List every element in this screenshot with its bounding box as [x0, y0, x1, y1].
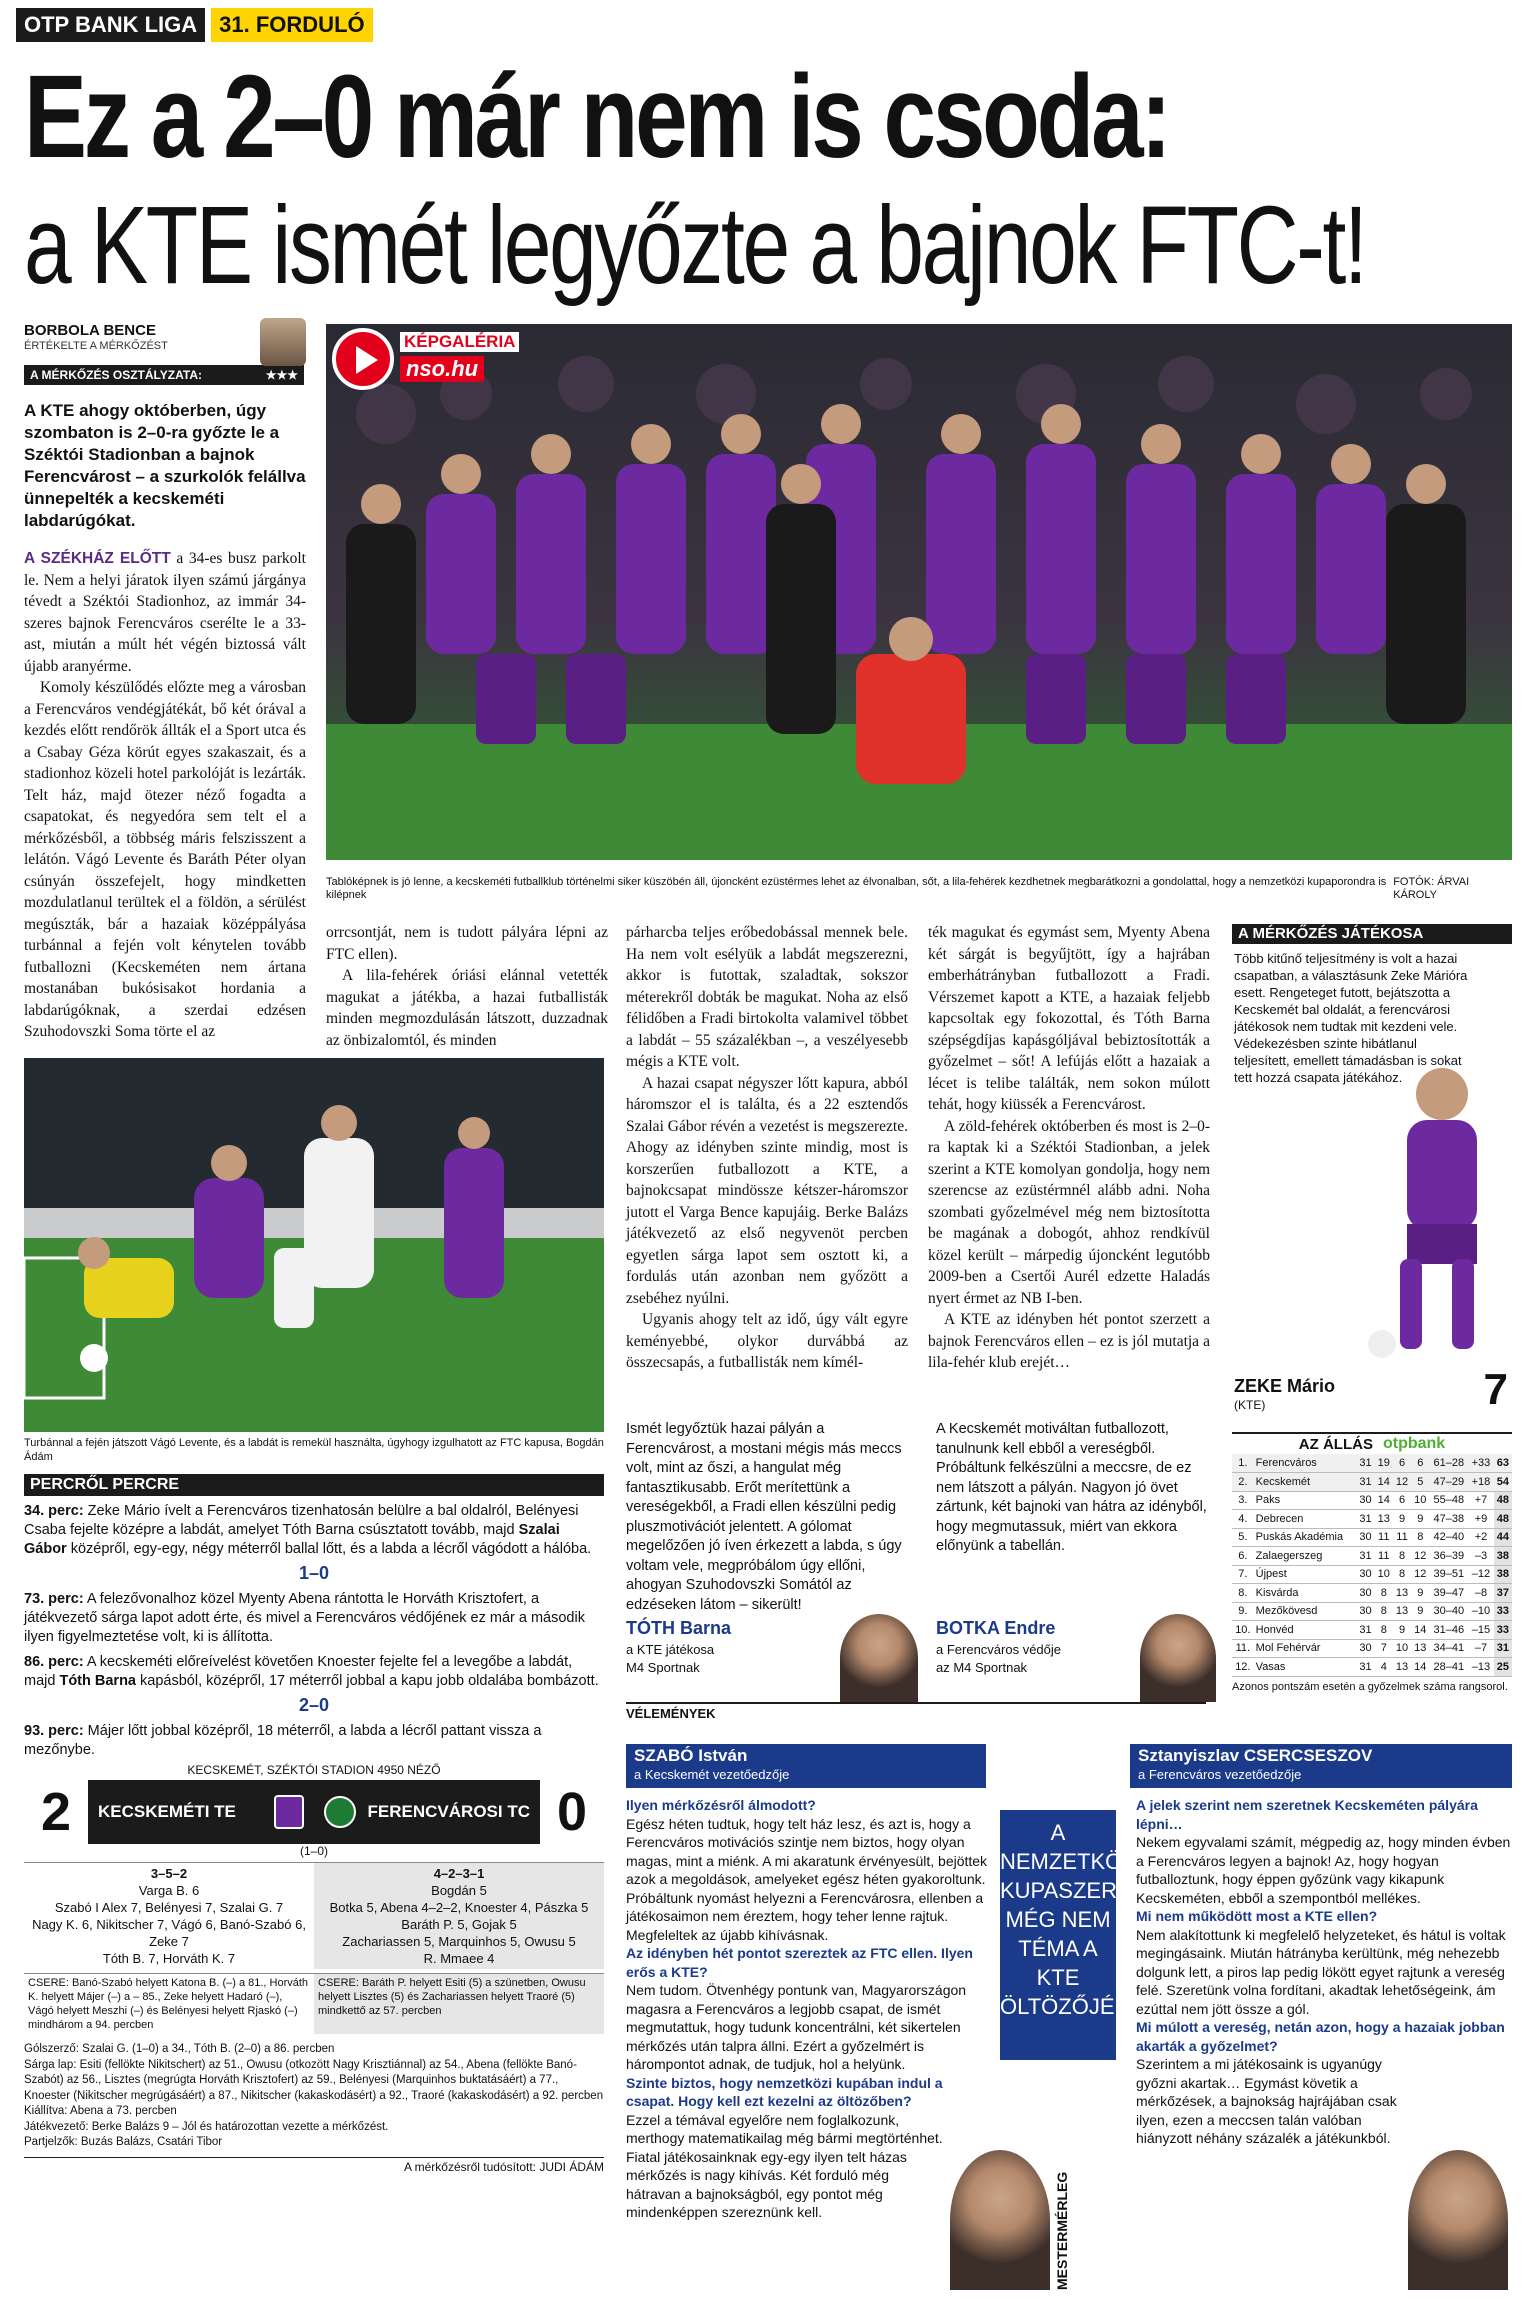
sponsor-logo: otpbank [1382, 1435, 1446, 1452]
section-header [16, 8, 373, 42]
match-rating [24, 365, 304, 385]
table-cell: 30 [1356, 1491, 1374, 1510]
away-lineup-line: Zachariassen 5, Marquinhos 5, Owusu 5 [342, 1934, 576, 1949]
team-name: Újpest [1254, 1565, 1357, 1584]
body-col4-b: A zöld-fehérek októberben és most is 2–0-ra kaptak ki a Széktói Stadionban, a jelek szerint a KTE komolyan gondolja, hogy nem szerencse az ezüstérmnél alább adni. Noha szombati győzelmével még nem biztosította be magának a dobogót, ahhoz rendkívül közel került – márpedig újoncként legutóbb 2009-ben a Csertői Aurél edzette Haladás nyert érmet az NB I-ben. [928, 1117, 1210, 1307]
quote-toth-role: a KTE játékosa [626, 1642, 715, 1657]
table-cell: 6 [1393, 1454, 1411, 1473]
table-cell: 30 [1356, 1565, 1374, 1584]
table-cell: 33 [1494, 1621, 1512, 1640]
officials: Partjelzők: Buzás Balázs, Csatári Tibor [24, 2136, 223, 2148]
red-cards: Kiállítva: Abena a 73. percben [24, 2105, 177, 2117]
body-p2: Komoly készülődés előzte meg a városban a Ferencváros vendégjátékát, bő két órával a kezdés előtt rendőrök állták el a Sport utca és a Csabay Géza körút egyes szakaszait, és a stadionhoz közeli hotel parkolóját is lezárták. Telt ház, majd ötezer néző fogadta a csapatokat, és negyedóra sem telt el a mérkőzésből, a többség máris felszisszent a lelátón. Vágó Levente és Baráth Péter olyan csúnyán összefejelt, hogy mindketten mozdulatlanul terültek el a földön, a sérülést megúszták, bár a hazaiak középpályása turbánnal a fején volt kénytelen tovább futballozni (Kecskeméten nem ártana mostanában bukósisakot hordania a labdarúgóknak, a szerdai edzésen Szuhodovszki Soma törte el az [24, 679, 306, 1040]
reporter-credit: A mérkőzésről tudósított: JUDI ÁDÁM [24, 2157, 604, 2174]
table-cell: 5 [1411, 1473, 1429, 1492]
home-lineup-line: Szabó I Alex 7, Belényesi 7, Szalai G. 7 [54, 1900, 284, 1915]
table-row [1232, 1621, 1512, 1640]
headline-line-2: a KTE ismét legyőzte a bajnok FTC-t! [24, 184, 1366, 307]
table-cell: 36–39 [1429, 1547, 1468, 1566]
quote-botka-source: az M4 Sportnak [936, 1660, 1028, 1675]
pull-quote-box: A NEMZETKÖZI KUPASZEREPLÉS MÉG NEM TÉMA A KTE ÖLTÖZŐJÉBEN. [1000, 1810, 1116, 2060]
coach-szabo-name: SZABÓ István [634, 1746, 748, 1765]
table-cell: 30–40 [1429, 1602, 1468, 1621]
table-row [1232, 1473, 1512, 1492]
photo-credit: FOTÓK: ÁRVAI KÁROLY [1393, 876, 1470, 901]
body-p1: a 34-es busz parkolt le. Nem a helyi járatok ilyen számú járgánya tévedt a Széktói Stadionhoz, az immár 34-szeres bajnok Ferencváros cserélte le a 33-ast, miután a múlt hét végén biztossá vált újabb aranyérme. [24, 550, 306, 675]
team-name: Mol Fehérvár [1254, 1639, 1357, 1658]
body-kicker: A SZÉKHÁZ ELŐTT [24, 550, 171, 567]
table-cell: 7 [1375, 1639, 1393, 1658]
play-icon[interactable] [332, 328, 394, 390]
table-cell: 31 [1356, 1473, 1374, 1492]
away-score: 0 [540, 1780, 604, 1844]
opinions-header: VÉLEMÉNYEK [626, 1702, 1206, 1722]
author-avatar [260, 318, 306, 366]
body-col3-a: párharcba teljes erőbedobással mennek bele. Ha nem volt esélyük a labdát megszerezni, akkor is futottak, szaladtak, sokszor méterekről dobták be magukat. Noha az első félidőben a Fradi birtokolta valamivel többet a labdát – 55 százalékban –, a veszélyesebb mégis a KTE volt. [626, 924, 908, 1070]
szabo-portrait [950, 2150, 1050, 2290]
botka-portrait [1140, 1614, 1216, 1702]
body-column-3 [626, 922, 908, 1374]
rating-stars: ★★★ [265, 368, 298, 382]
gallery-badge[interactable] [332, 328, 516, 390]
table-cell: 31 [1356, 1454, 1374, 1473]
player-of-match-box [1232, 924, 1512, 1414]
table-cell: 5. [1232, 1528, 1254, 1547]
score-1: 1–0 [298, 1563, 330, 1583]
match-facts [24, 2042, 604, 2151]
table-cell: 28–41 [1429, 1658, 1468, 1677]
match-venue: KECSKEMÉT, SZÉKTÓI STADION 4950 NÉZŐ [187, 1763, 441, 1777]
table-cell: 39–47 [1429, 1584, 1468, 1603]
rating-label: A MÉRKŐZÉS OSZTÁLYZATA: [30, 368, 202, 382]
table-row [1232, 1658, 1512, 1677]
table-cell: –12 [1468, 1565, 1493, 1584]
minute-86: 86. perc: A kecskeméti előreívelést követően Knoester fejelte fel a levegőbe a labdát, majd Tóth Barna kapásból, középről, 17 méterről jobbal a kapu jobb oldalába bombázott. [24, 1654, 599, 1689]
table-cell: 2. [1232, 1473, 1254, 1492]
table-cell: 6 [1393, 1491, 1411, 1510]
table-cell: 47–38 [1429, 1510, 1468, 1529]
table-header [1232, 1432, 1512, 1454]
team-name: Vasas [1254, 1658, 1357, 1677]
table-cell: 10. [1232, 1621, 1254, 1640]
table-cell: 3. [1232, 1491, 1254, 1510]
ftc-crest-icon [324, 1796, 356, 1828]
substitutions [24, 1973, 604, 2034]
table-cell: 8 [1375, 1621, 1393, 1640]
coach-cserceszov-interview: A jelek szerint nem szeretnek Kecskeméten pályára lépni… Nekem egyvalami számít, mégpedig az, hogy minden évben a Ferencváros legyen a bajnok! Az, hogy hogyan futballoztunk, hogy éppen győzünk vagy kikapunk Kecskeméten, ebből a szempontból mellékes. Mi nem működött most a KTE ellen? Nem alakítottunk ki megfelelő helyzeteket, és hátul is voltak megingásaink. Miután hátrányba kerültünk, még nehezebb dolgunk lett, a piros lap pedig lökött egyet rajtunk a vereség felé. Szeretünk volna fordítani, akadtak lehetőségeink, ám ezúttal nem jött össze a gól. Mi múlott a vereség, netán azon, hogy a hazaiak jobban akarták a győzelmet? Szerintem a mi játékosaink is ugyanúgy győzni akartak… Egymást követik a mérkőzések, a bajnokság hajrájában csak ilyen, ezen a meccsen talán valóban hiányzott néhány százalék a játékunkból. [1136, 1797, 1511, 2146]
table-cell: –8 [1468, 1584, 1493, 1603]
table-cell: 12. [1232, 1658, 1254, 1677]
coach-szabo-interview: Ilyen mérkőzésről álmodott? Egész héten tudtuk, hogy telt ház lesz, és azt is, hogy a Ferencváros motivációs szintje nem biztos, hogy olyan magas, mint a miénk. A mi akaratunk érvényesült, bejöttek azok a megoldások, amelyeket egész héten gyakoroltunk. Próbáltunk nyomást helyezni a Ferencvárosra, ellenben a játékosaimon nem éreztem, hogy teher lenne rajtuk. Megfeleltek az újabb kihívásnak. Az idényben hét pontot szereztek az FTC ellen. Ilyen erős a KTE? Nem tudom. Ötvenhégy pontunk van, Magyarországon magasra a Ferencváros a legjobb csapat, de ismét megmutattuk, hogy tudunk koncentrálni, két sikertelen mérkőzés után talpra állni. Ezért a győzelmért is hárompontot adnak, de tudjuk, hol a helyünk. Szinte biztos, hogy nemzetközi kupában indul a csapat. Hogy kell ezt kezelni az öltözőben? Ezzel a témával egyelőre nem foglalkozunk, merthogy matematikailag még bármi megtörténhet. Fiatal játékosainknak egy-egy ilyen telt házas mérkőzés is nagy kihívás. Két forduló még hátravan a bajnokságból, egy pontot még mindenképpen szereznünk kell. [626, 1797, 988, 2220]
quote-botka-name: BOTKA Endre [936, 1618, 1056, 1638]
scorers: Gólszerző: Szalai G. (1–0) a 34., Tóth B. (2–0) a 86. percben [24, 2043, 335, 2055]
quote-toth-name: TÓTH Barna [626, 1618, 732, 1638]
table-cell: 6 [1411, 1454, 1429, 1473]
table-cell: 10 [1375, 1565, 1393, 1584]
table-cell: 13 [1375, 1510, 1393, 1529]
quote-botka-role: a Ferencváros védője [936, 1642, 1062, 1657]
table-cell: 13 [1393, 1602, 1411, 1621]
table-cell: 9 [1411, 1584, 1429, 1603]
body-col4-a: ték magukat és egymást sem, Myenty Abena két sárgát is begyűjtött, így a hajrában emberhátrányban futballozott a Fradi. Vérszemet kapott a KTE, a hazaiak feljebb kapcsoltak egy fokozottal, és Tóth Barna szépségdíjas kapásgóljával bebiztosították a győzelmet – sőt! A lefújás előtt a hazaiak a lécet is telibe találták, nem sokon múlott tehát, hogy kiüssék a Ferencvárost. [928, 924, 1210, 1113]
away-lineup-line: Botka 5, Abena 4–2–2, Knoester 4, Pászka 5 [329, 1900, 589, 1915]
body-col4-c: A KTE az idényben hét pontot szerzett a bajnok Ferencváros ellen – ez is jól mutatja a lila-fehér klub erejét… [928, 1311, 1210, 1371]
table-cell: 47–29 [1429, 1473, 1468, 1492]
table-cell: 14 [1375, 1473, 1393, 1492]
home-lineup-line: Varga B. 6 [138, 1883, 200, 1898]
table-cell: 14 [1375, 1491, 1393, 1510]
team-name: Mezőkövesd [1254, 1602, 1357, 1621]
body-column-1 [24, 548, 306, 1043]
table-cell: 31–46 [1429, 1621, 1468, 1640]
table-cell: 63 [1494, 1454, 1512, 1473]
cserceszov-portrait [1408, 2150, 1508, 2290]
player-rating: 7 [1483, 1365, 1508, 1414]
table-cell: 9 [1393, 1510, 1411, 1529]
table-cell: 10 [1411, 1491, 1429, 1510]
table-cell: 19 [1375, 1454, 1393, 1473]
table-cell: +2 [1468, 1528, 1493, 1547]
table-cell: +7 [1468, 1491, 1493, 1510]
table-cell: 9 [1411, 1510, 1429, 1529]
table-cell: 44 [1494, 1528, 1512, 1547]
table-cell: 11. [1232, 1639, 1254, 1658]
table-row [1232, 1602, 1512, 1621]
table-cell: 31 [1494, 1639, 1512, 1658]
table-cell: –13 [1468, 1658, 1493, 1677]
table-row [1232, 1528, 1512, 1547]
table-cell: 54 [1494, 1473, 1512, 1492]
table-cell: 9 [1411, 1602, 1429, 1621]
player-box-header: A MÉRKŐZÉS JÁTÉKOSA [1232, 924, 1512, 944]
table-cell: 4. [1232, 1510, 1254, 1529]
table-cell: 8 [1411, 1528, 1429, 1547]
table-cell: 11 [1375, 1547, 1393, 1566]
away-lineup-line: R. Mmaee 4 [423, 1951, 495, 1966]
table-note: Azonos pontszám esetén a győzelmek száma rangsorol. [1232, 1680, 1508, 1693]
table-row [1232, 1510, 1512, 1529]
team-name: Paks [1254, 1491, 1357, 1510]
table-cell: +33 [1468, 1454, 1493, 1473]
body-col3-b: A hazai csapat négyszer lőtt kapura, abból háromszor el is találta, és a 22 esztendős Szalai Gábor révén a vezetést is megszerezte. Ahogy az idényben szinte mindig, most is korszerűen futballozott a KTE, a bajnokcsapat mindössze kétszer-háromszor jutott el Varga Bence kapujáig. Berke Balázs játékvezető az első negyvenöt percben egyetlen sárga lapot sem osztott ki, a fordulás után azonban nem győzött a zsebéhez nyúlni. [626, 1074, 908, 1307]
table-cell: 48 [1494, 1491, 1512, 1510]
action-photo-caption: Turbánnal a fején játszott Vágó Levente, és a labdát is remekül használta, úgyhogy izgulhatott az FTC kapusa, Bogdán Ádám [24, 1437, 604, 1463]
coach-szabo-header [626, 1744, 986, 1788]
home-subs: CSERE: Banó-Szabó helyett Katona B. (–) a 81., Horváth K. helyett Májer (–) a – 85., Zeke helyett Hadaró (–), Vágó helyett Meszhi (–) és Belényesi helyett Rjaskó (–) mindhárom a 94. percben [28, 1977, 309, 2031]
quote-botka: A Kecskemét motiváltan futballozott, tanulnunk kell ebből a vereségből. Próbáltunk felkészülni a meccsre, de ez nem látszott a pályán. Nagyon jó övet zártunk, két bajnoki van hátra az idényből, hogy megmutassuk, miért van ekkora előnyünk a tabellán. [936, 1421, 1207, 1554]
table-row [1232, 1639, 1512, 1658]
kte-crest-icon [274, 1795, 304, 1829]
table-row [1232, 1584, 1512, 1603]
table-cell: 13 [1393, 1584, 1411, 1603]
away-team: FERENCVÁROSI TC [314, 1796, 540, 1828]
table-cell: 31 [1356, 1621, 1374, 1640]
table-cell: 9. [1232, 1602, 1254, 1621]
team-name: Honvéd [1254, 1621, 1357, 1640]
home-lineup-line: Zeke 7 [149, 1934, 189, 1949]
home-score: 2 [24, 1780, 88, 1844]
round-label: 31. FORDULÓ [211, 8, 372, 42]
player-name: ZEKE Mário [1234, 1376, 1336, 1396]
score-bar [24, 1780, 604, 1844]
table-cell: 11 [1393, 1528, 1411, 1547]
main-caption-text: Tablóképnek is jó lenne, a kecskeméti futballklub történelmi siker küszöbén áll, újoncként ezüstérmes lehet az élvonalban, sőt, a lila-fehérek kezdhetnek megbarátkozni a gondolattal, hogy a nemzetközi kupaporondra is kilépnek [326, 876, 1387, 901]
table-cell: 25 [1494, 1658, 1512, 1677]
lineups [24, 1862, 604, 1969]
table-cell: 12 [1411, 1547, 1429, 1566]
minute-34: 34. perc: Zeke Mário ívelt a Ferencváros tizenhatosán belülre a bal oldalról, Belényesi Csaba fejelte középre a labdát, amelyet Tóth Barna csúsztatott tovább, majd Szalai Gábor középről, egy-egy, négy méterről ballal lőtt, és a labda a lécről vágódott a hálóba. [24, 1503, 592, 1557]
table-cell: 10 [1393, 1639, 1411, 1658]
away-lineup-line: Bogdán 5 [431, 1883, 487, 1898]
team-name: Ferencváros [1254, 1454, 1357, 1473]
home-lineup-line: Tóth B. 7, Horváth K. 7 [102, 1951, 236, 1966]
lead-paragraph: A KTE ahogy októberben, úgy szombaton is 2–0-ra győzte le a Széktói Stadionban a bajnok Ferencvárost – a szurkolók felállva ünnepelték a kecskeméti labdarúgókat. [24, 401, 306, 530]
gallery-site[interactable]: nso.hu [400, 356, 484, 382]
match-data-box [24, 1760, 604, 2174]
author-name: BORBOLA BENCE [24, 322, 156, 339]
table-cell: 38 [1494, 1547, 1512, 1566]
table-cell: 8 [1375, 1602, 1393, 1621]
table-cell: –3 [1468, 1547, 1493, 1566]
table-cell: 11 [1375, 1528, 1393, 1547]
table-cell: 7. [1232, 1565, 1254, 1584]
table-cell: 42–40 [1429, 1528, 1468, 1547]
headline-line-1: Ez a 2–0 már nem is csoda: [24, 51, 1169, 183]
minutes-header: PERCRŐL PERCRE [24, 1474, 604, 1496]
table-cell: 12 [1411, 1565, 1429, 1584]
halftime-score: (1–0) [299, 1844, 328, 1858]
table-row [1232, 1547, 1512, 1566]
table-row [1232, 1565, 1512, 1584]
table-cell: 34–41 [1429, 1639, 1468, 1658]
table-cell: 8 [1393, 1565, 1411, 1584]
table-cell: 31 [1356, 1547, 1374, 1566]
minute-by-minute [24, 1474, 604, 1760]
minute-73: 73. perc: A felezővonalhoz közel Myenty Abena rántotta le Horváth Krisztofert, a játékvezető sárga lapot adott érte, és mivel a Ferencváros védőjének ez már a második ilyen figyelmeztetése volt, ki is állította. [24, 1591, 585, 1645]
coach-szabo-role: a Kecskemét vezetőedzője [634, 1767, 790, 1782]
home-team: KECSKEMÉTI TE [88, 1795, 314, 1829]
table-cell: 8 [1393, 1547, 1411, 1566]
team-name: Kecskemét [1254, 1473, 1357, 1492]
gallery-label: KÉPGALÉRIA [400, 332, 519, 352]
table-cell: 8. [1232, 1584, 1254, 1603]
table-cell: 6. [1232, 1547, 1254, 1566]
table-row [1232, 1491, 1512, 1510]
table-cell: 12 [1393, 1473, 1411, 1492]
away-lineup-line: Baráth P. 5, Gojak 5 [401, 1917, 517, 1932]
table-title: AZ ÁLLÁS [1298, 1435, 1373, 1453]
referee: Játékvezető: Berke Balázs 9 – Jól és határozottan vezette a mérkőzést. [24, 2120, 389, 2133]
table-cell: 8 [1375, 1584, 1393, 1603]
coach-cserceszov-role: a Ferencváros vezetőedzője [1138, 1767, 1302, 1782]
table-cell: 30 [1356, 1639, 1374, 1658]
table-cell: 30 [1356, 1528, 1374, 1547]
body-col2-a: orrcsontját, nem is tudott pályára lépni az FTC ellen). [326, 924, 608, 963]
team-celebration-photo [326, 324, 1512, 860]
main-photo-caption [326, 876, 1512, 902]
table-cell: +18 [1468, 1473, 1493, 1492]
coach-cserceszov-header [1130, 1744, 1512, 1788]
match-action-photo [24, 1058, 604, 1432]
table-cell: +9 [1468, 1510, 1493, 1529]
author-role: ÉRTÉKELTE A MÉRKŐZÉST [24, 340, 168, 352]
table-cell: 55–48 [1429, 1491, 1468, 1510]
team-name: Kisvárda [1254, 1584, 1357, 1603]
table-cell: 13 [1411, 1639, 1429, 1658]
body-column-2 [326, 922, 608, 1051]
table-cell: 1. [1232, 1454, 1254, 1473]
home-lineup-line: Nagy K. 6, Nikitscher 7, Vágó 6, Banó-Szabó 6, [32, 1917, 306, 1932]
away-subs: CSERE: Baráth P. helyett Esiti (5) a szünetben, Owusu helyett Lisztes (5) és Zachariassen helyett Traoré (5) mindkettő az 57. percben [314, 1974, 604, 2034]
table-cell: –10 [1468, 1602, 1493, 1621]
table-cell: 14 [1411, 1621, 1429, 1640]
table-cell: –7 [1468, 1639, 1493, 1658]
body-col2-b: A lila-fehérek óriási elánnal vetették magukat a játékba, a hazai futballisták minden megmozdulásán látszott, duzzadnak az önbizalomtól, és minden [326, 967, 608, 1049]
coach-cserceszov-name: Sztanyiszlav CSERCSESZOV [1138, 1746, 1373, 1765]
player-club: (KTE) [1234, 1398, 1266, 1412]
table-cell: 31 [1356, 1510, 1374, 1529]
table-row [1232, 1454, 1512, 1473]
quote-toth-source: M4 Sportnak [626, 1660, 700, 1675]
table-cell: 4 [1375, 1658, 1393, 1677]
quote-toth: Ismét legyőztük hazai pályán a Ferencvárost, a mostani mégis más meccs volt, mint az őszi, a hangulat még fantasztikusabb. Erőt merítettünk a vereségekből, a Fradi ellen készülni pedig pluszmotivációt jelentett. A gólomat megelőzően jó íven érkezett a labda, s úgy voltam vele, megpróbálom úgy ellőni, ahogyan Szuhodovszki Somától az edzéseken látom – sikerült! [626, 1421, 902, 1613]
table-cell: 33 [1494, 1602, 1512, 1621]
mestermerleg-label: MESTERMÉRLEG [1054, 2171, 1070, 2290]
table-cell: 31 [1356, 1658, 1374, 1677]
table-cell: 39–51 [1429, 1565, 1468, 1584]
author-box [24, 322, 304, 385]
player-photo [1352, 1054, 1512, 1364]
home-lineup: 3–5–2 Varga B. 6 Szabó I Alex 7, Belényesi 7, Szalai G. 7 Nagy K. 6, Nikitscher 7, Vágó 6, Banó-Szabó 6, Zeke 7 Tóth B. 7, Horváth K. 7 [24, 1863, 314, 1969]
table-cell: 48 [1494, 1510, 1512, 1529]
away-lineup: 4–2–3–1 Bogdán 5 Botka 5, Abena 4–2–2, Knoester 4, Pászka 5 Baráth P. 5, Gojak 5 Zachariassen 5, Marquinhos 5, Owusu 5 R. Mmaee 4 [314, 1863, 604, 1969]
player-box-text: Több kitűnő teljesítmény is volt a hazai csapatban, a választásunk Zeke Márióra esett. Rengeteget futott, bejátszotta a Kecskemét bal oldalát, a ferencvárosi játékosok nem tudtak mit kezdeni vele. Védekezésben szinte hibátlanul teljesített, emellett támadásban is sokat tett hozzá csapata játékához. [1234, 951, 1468, 1085]
standings-table [1232, 1454, 1512, 1677]
yellow-cards: Sárga lap: Esiti (fellökte Nikitschert) az 51., Owusu (otkozött Nagy Krisztiánnal) az 54., Abena (fellökte Banó-Szabót) az 56., Lisztes (megrúgta Horváth Krisztofert) az 59., Belényesi (Marquinhos buktatásáért) a 77., Knoester (Nikitscher megrúgásáért) a 87., Nikitscher (kakaskodásért) a 92., Traoré (kakaskodásért) a 92. percben [24, 2058, 604, 2102]
table-cell: 9 [1393, 1621, 1411, 1640]
team-name: Puskás Akadémia [1254, 1528, 1357, 1547]
minute-93: 93. perc: Májer lőtt jobbal középről, 18 méterről, a labda a lécről pattant vissza a mezőnybe. [24, 1723, 542, 1758]
body-column-4 [928, 922, 1210, 1374]
team-name: Zalaegerszeg [1254, 1547, 1357, 1566]
score-2: 2–0 [298, 1695, 330, 1715]
league-table [1232, 1432, 1512, 1693]
league-label: OTP BANK LIGA [16, 8, 205, 42]
table-cell: 30 [1356, 1584, 1374, 1603]
table-cell: 61–28 [1429, 1454, 1468, 1473]
table-cell: –15 [1468, 1621, 1493, 1640]
table-cell: 37 [1494, 1584, 1512, 1603]
table-cell: 13 [1393, 1658, 1411, 1677]
table-cell: 38 [1494, 1565, 1512, 1584]
table-cell: 30 [1356, 1602, 1374, 1621]
toth-portrait [840, 1614, 918, 1702]
table-cell: 14 [1411, 1658, 1429, 1677]
body-col3-c: Ugyanis ahogy telt az idő, úgy vált egyre keményebbé, olykor durvábbá az összecsapás, a futballisták nem kímél- [626, 1311, 908, 1371]
team-name: Debrecen [1254, 1510, 1357, 1529]
